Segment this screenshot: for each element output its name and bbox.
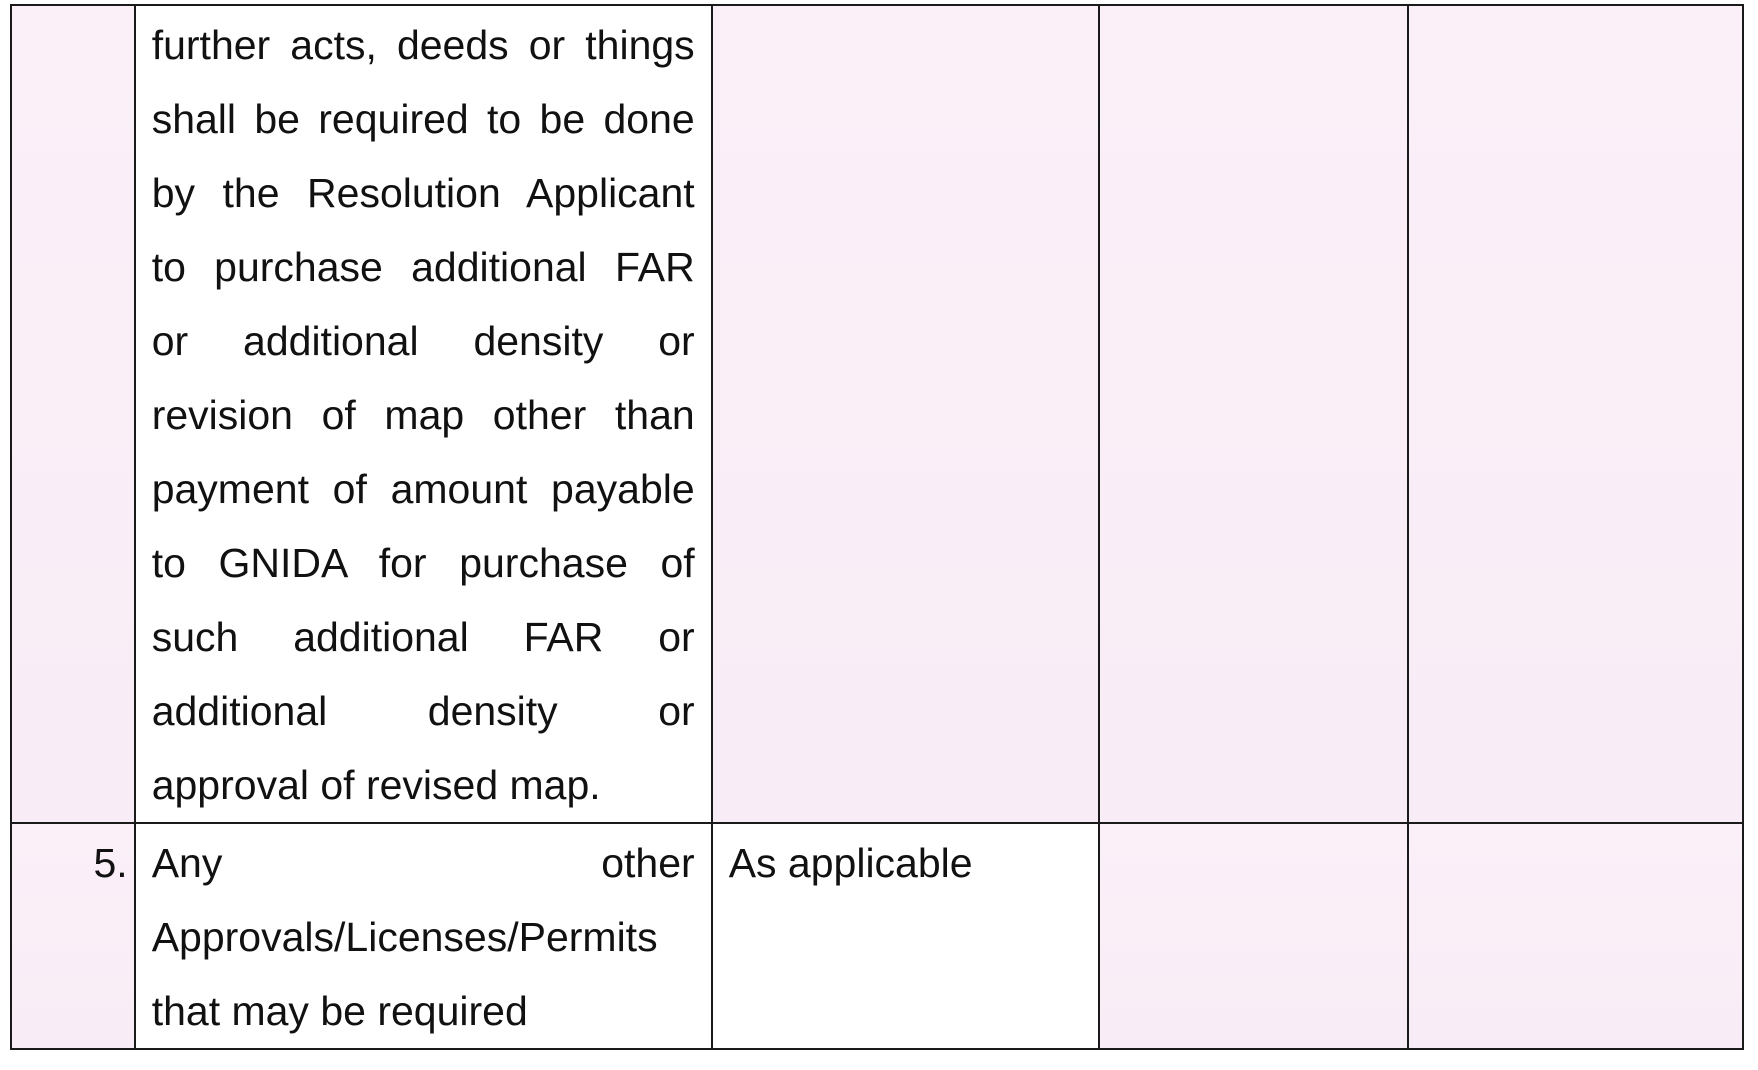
serial-number-cell <box>11 5 135 823</box>
table-row <box>11 5 1743 823</box>
column-5-cell <box>1408 5 1743 823</box>
column-4-cell <box>1099 5 1408 823</box>
description-line: to purchase additional FAR <box>151 244 695 290</box>
column-5-cell <box>1408 823 1743 1049</box>
column-4-value <box>1100 6 1407 8</box>
description-text <box>136 6 711 822</box>
description-line: additional density or <box>151 688 695 734</box>
applicability-value: As applicable <box>728 840 973 886</box>
applicability-value <box>713 6 1098 8</box>
column-4-value <box>1100 824 1407 826</box>
serial-number: 5. <box>93 840 128 886</box>
table-row <box>11 823 1743 1049</box>
description-cell <box>135 5 712 823</box>
applicability-cell <box>712 5 1099 823</box>
description-line: that may be required <box>151 988 528 1034</box>
description-line: shall be required to be done <box>151 96 695 142</box>
serial-number-cell <box>11 823 135 1049</box>
column-5-value <box>1409 6 1742 8</box>
serial-number <box>12 6 134 8</box>
description-cell <box>135 823 712 1049</box>
description-line: Any other <box>151 840 695 886</box>
description-text <box>136 824 711 1048</box>
column-5-value <box>1409 824 1742 826</box>
description-line: by the Resolution Applicant <box>151 170 695 216</box>
applicability-cell <box>712 823 1099 1049</box>
description-line: Approvals/Licenses/Permits <box>151 914 658 960</box>
description-line: or additional density or <box>151 318 695 364</box>
approvals-table <box>10 4 1744 1050</box>
description-line: revision of map other than <box>151 392 695 438</box>
description-line: such additional FAR or <box>151 614 695 660</box>
description-line: payment of amount payable <box>151 466 695 512</box>
column-4-cell <box>1099 823 1408 1049</box>
description-line: further acts, deeds or things <box>151 22 695 68</box>
description-line: approval of revised map. <box>151 762 601 808</box>
description-line: to GNIDA for purchase of <box>151 540 695 586</box>
